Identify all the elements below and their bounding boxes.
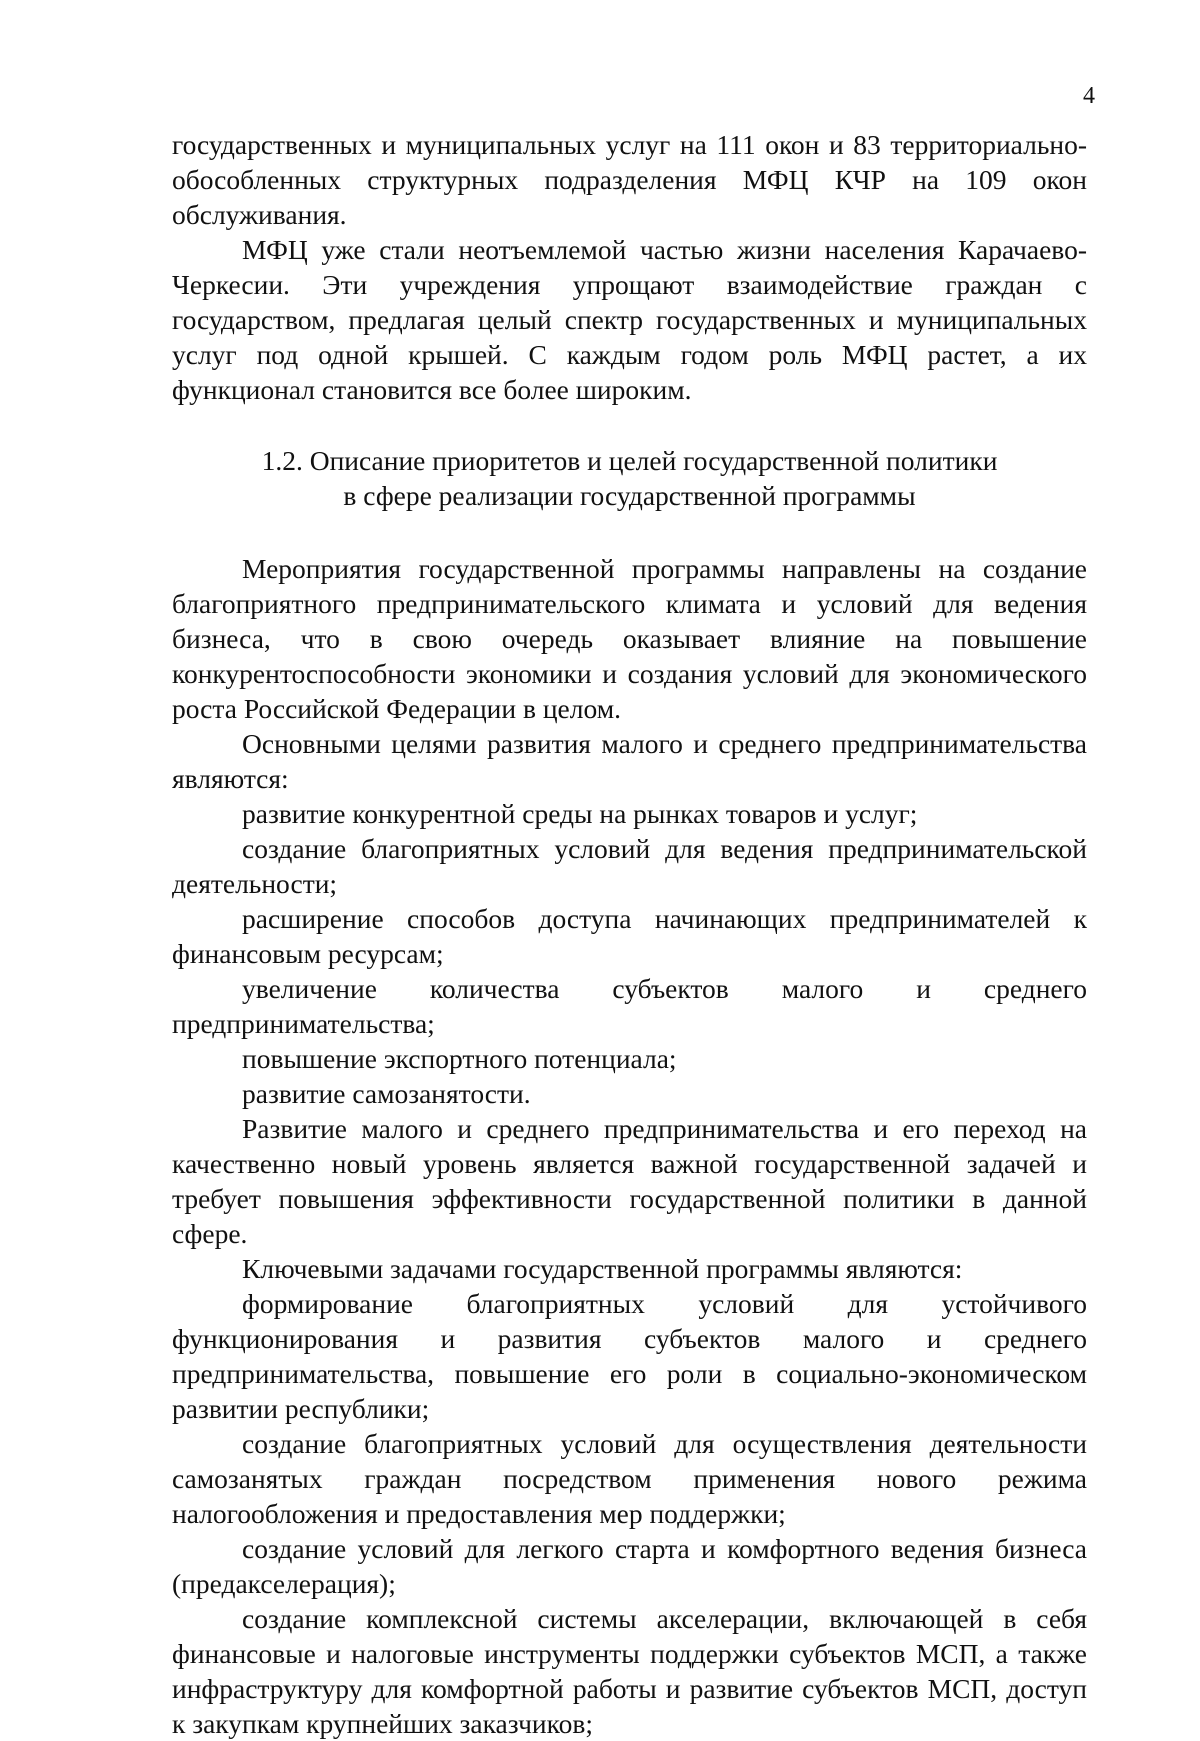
paragraph: Развитие малого и среднего предпринимательства и его переход на качественно новый уровень является важной государственной задачей и требует повышения эффективности государственной политики в данной сфере.: [172, 1113, 1087, 1249]
list-item: развитие конкурентной среды на рынках товаров и услуг;: [242, 798, 918, 829]
list-item: увеличение количества субъектов малого и среднего предпринимательства;: [172, 973, 1087, 1039]
document-body: [172, 127, 1087, 1741]
paragraph: Мероприятия государственной программы направлены на создание благоприятного предпринимательского климата и условий для ведения бизнеса, что в свою очередь оказывает влияние на повышение конкурентоспособности экономики и создания условий для экономического роста Российской Федерации в целом.: [172, 553, 1087, 724]
list-item: создание благоприятных условий для ведения предпринимательской деятельности;: [172, 833, 1087, 899]
paragraph: МФЦ уже стали неотъемлемой частью жизни населения Карачаево-Черкесии. Эти учреждения упрощают взаимодействие граждан с государством, предлагая целый спектр государственных и муниципальных услуг под одной крышей. С каждым годом роль МФЦ растет, а их функционал становится все более широким.: [172, 234, 1087, 405]
paragraph: Ключевыми задачами государственной программы являются:: [242, 1253, 963, 1284]
list-item: повышение экспортного потенциала;: [242, 1043, 677, 1074]
paragraph: Основными целями развития малого и среднего предпринимательства являются:: [172, 728, 1087, 794]
page-number: 4: [1083, 83, 1095, 109]
list-item: формирование благоприятных условий для устойчивого функционирования и развития субъектов малого и среднего предпринимательства, повышение его роли в социально-экономическом развитии республики;: [172, 1288, 1087, 1424]
list-item: развитие самозанятости.: [242, 1078, 531, 1109]
list-item: создание комплексной системы акселерации, включающей в себя финансовые и налоговые инструменты поддержки субъектов МСП, а также инфраструктуру для комфортной работы и развитие субъектов МСП, доступ к закупкам крупнейших заказчиков;: [172, 1603, 1087, 1739]
list-item: создание условий для легкого старта и комфортного ведения бизнеса (предакселерация);: [172, 1533, 1087, 1599]
section-heading-line: 1.2. Описание приоритетов и целей государственной политики: [261, 445, 998, 476]
section-heading: [172, 443, 1087, 513]
paragraph: государственных и муниципальных услуг на 111 окон и 83 территориально-обособленных структурных подразделения МФЦ КЧР на 109 окон обслуживания.: [172, 129, 1087, 230]
section-heading-line: в сфере реализации государственной программы: [343, 480, 916, 511]
list-item: расширение способов доступа начинающих предпринимателей к финансовым ресурсам;: [172, 903, 1087, 969]
list-item: создание благоприятных условий для осуществления деятельности самозанятых граждан посредством применения нового режима налогообложения и предоставления мер поддержки;: [172, 1428, 1087, 1529]
